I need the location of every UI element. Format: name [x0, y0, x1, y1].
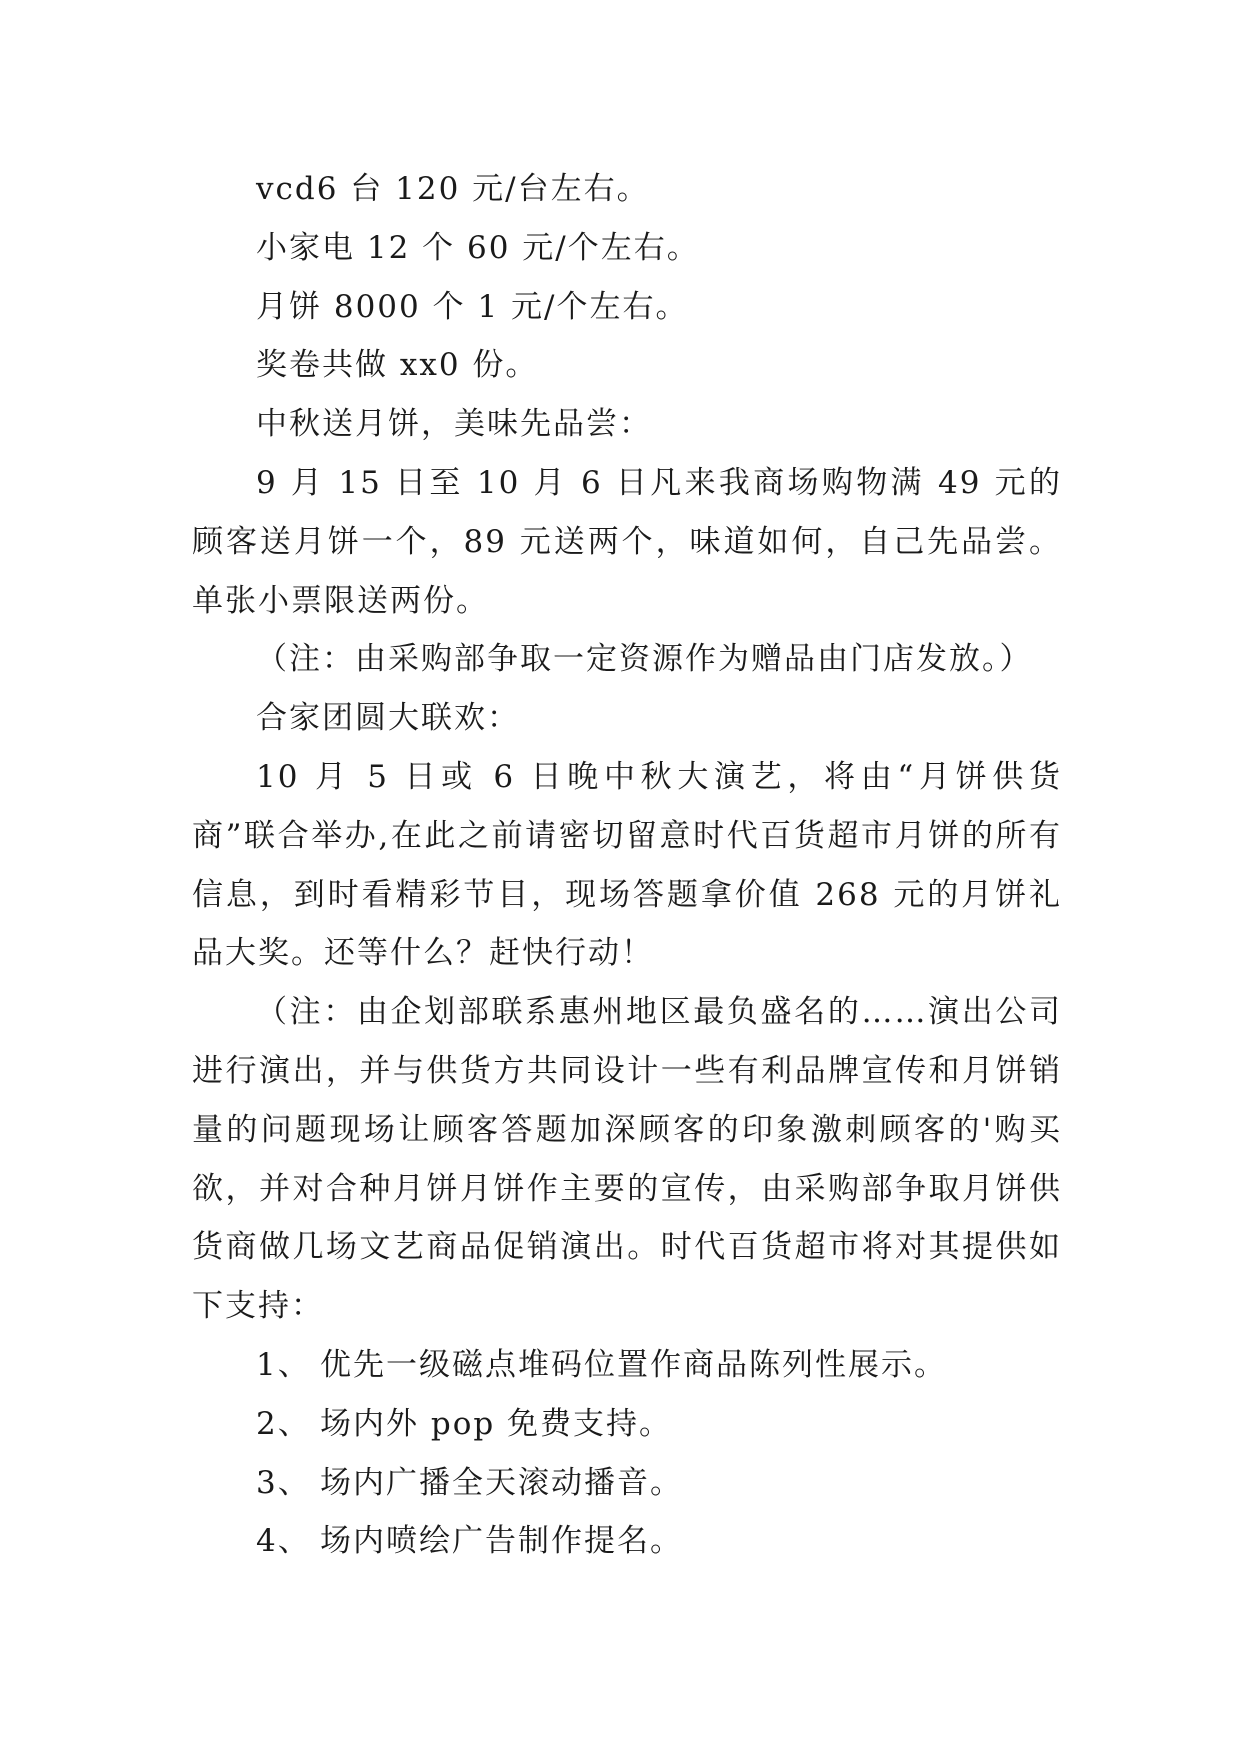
paragraph-mooncake-gift: 9 月 15 日至 10 月 6 日凡来我商场购物满 49 元的顾客送月饼一个，89 元送两个，味道如何，自己先品尝。单张小票限送两份。: [192, 464, 1062, 619]
list-number: 1、: [256, 1346, 311, 1383]
paragraph-mooncake: 月饼 8000 个 1 元/个左右。: [256, 288, 689, 325]
list-number: 2、: [256, 1405, 311, 1442]
paragraph-performance: 10 月 5 日或 6 日晚中秋大演艺，将由“月饼供货商”联合举办,在此之前请密切留意时代百货超市月饼的所有信息，到时看精彩节目，现场答题拿价值 268 元的月饼礼品大奖。还等什么？赶快行动！: [192, 758, 1062, 972]
heading-mid-autumn-mooncake: 中秋送月饼，美味先品尝：: [256, 406, 652, 443]
list-item: [192, 1336, 1062, 1395]
paragraph-small-appliance: 小家电 12 个 60 元/个左右。: [256, 229, 700, 266]
note-purchasing: （注：由采购部争取一定资源作为赠品由门店发放。）: [256, 641, 1033, 678]
list-text: 场内喷绘广告制作提名。: [320, 1523, 683, 1560]
list-number: 3、: [256, 1464, 311, 1501]
note-planning: （注：由企划部联系惠州地区最负盛名的……演出公司进行演出，并与供货方共同设计一些有利品牌宣传和月饼销量的问题现场让顾客答题加深顾客的印象激刺顾客的'购买欲，并对合种月饼月饼作主要的宣传，由采购部争取月饼供货商做几场文艺商品促销演出。时代百货超市将对其提供如下支持：: [192, 994, 1062, 1325]
list-item: [192, 1454, 1062, 1513]
list-text: 场内外 pop 免费支持。: [320, 1405, 673, 1442]
list-number: 4、: [256, 1523, 311, 1560]
list-text: 优先一级磁点堆码位置作商品陈列性展示。: [320, 1346, 947, 1383]
list-item: [192, 1512, 1062, 1571]
paragraph-vcd: vcd6 台 120 元/台左右。: [256, 171, 650, 207]
heading-family-reunion: 合家团圆大联欢：: [256, 700, 520, 737]
list-text: 场内广播全天滚动播音。: [320, 1464, 683, 1501]
paragraph-coupon: 奖卷共做 xx0 份。: [256, 347, 539, 384]
list-item: [192, 1395, 1062, 1454]
document-body: [192, 160, 1062, 1571]
